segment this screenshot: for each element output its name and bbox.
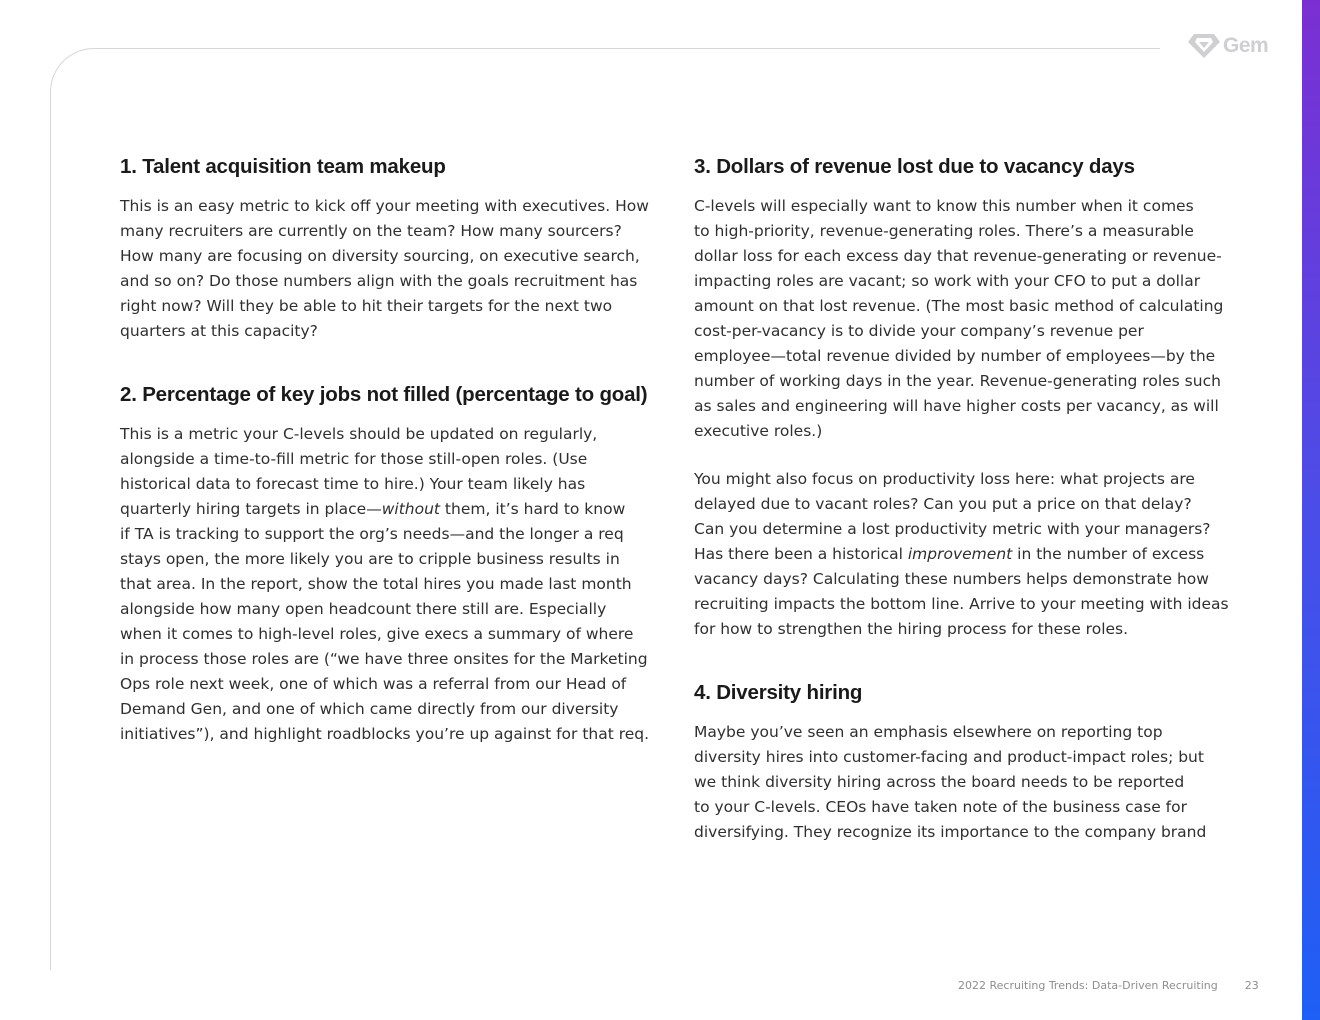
body-line: delayed due to vacant roles? Can you put a price on that delay?: [694, 495, 1192, 513]
body-line: to high-priority, revenue-generating roles. There’s a measurable: [694, 222, 1194, 240]
body-line: quarters at this capacity?: [120, 322, 318, 340]
body-line: C-levels will especially want to know this number when it comes: [694, 197, 1194, 215]
gem-logo: [1188, 33, 1268, 59]
page-number: 23: [1244, 979, 1259, 992]
body-line: How many are focusing on diversity sourcing, on executive search,: [120, 247, 640, 265]
body-line: as sales and engineering will have higher costs per vacancy, as will: [694, 397, 1219, 415]
body-line: Ops role next week, one of which was a referral from our Head of: [120, 675, 627, 693]
emphasis-text: improvement: [907, 545, 1013, 563]
body-line: executive roles.): [694, 422, 823, 440]
body-line: Demand Gen, and one of which came directly from our diversity: [120, 700, 619, 718]
body-line: if TA is tracking to support the org’s needs—and the longer a req: [120, 525, 624, 543]
section-body: [694, 720, 1234, 845]
body-line: [120, 497, 660, 522]
body-line: This is an easy metric to kick off your meeting with executives. How: [120, 197, 649, 215]
body-line: impacting roles are vacant; so work with your CFO to put a dollar: [694, 272, 1201, 290]
line-text: Has there been a historical: [694, 545, 908, 563]
body-line: and so on? Do those numbers align with the goals recruitment has: [120, 272, 638, 290]
body-line: amount on that lost revenue. (The most basic method of calculating: [694, 297, 1224, 315]
body-line: dollar loss for each excess day that revenue-generating or revenue-: [694, 247, 1222, 265]
body-line: alongside a time-to-fill metric for those still-open roles. (Use: [120, 450, 588, 468]
body-line: in process those roles are (“we have three onsites for the Marketing: [120, 650, 648, 668]
body-line: many recruiters are currently on the team? How many sourcers?: [120, 222, 622, 240]
body-line: This is a metric your C-levels should be updated on regularly,: [120, 425, 598, 443]
right-column: [694, 152, 1234, 845]
section-heading: 1. Talent acquisition team makeup: [120, 155, 446, 178]
brand-gradient-bar: [1302, 0, 1320, 1020]
section-body: [120, 422, 660, 747]
page-footer: [958, 979, 1259, 992]
body-line: we think diversity hiring across the board needs to be reported: [694, 773, 1185, 791]
section-heading: 3. Dollars of revenue lost due to vacancy days: [694, 155, 1135, 178]
body-line: Can you determine a lost productivity metric with your managers?: [694, 520, 1211, 538]
section-team-makeup: [120, 152, 660, 344]
body-line: initiatives”), and highlight roadblocks you’re up against for that req.: [120, 725, 650, 743]
emphasis-text: without: [381, 500, 440, 518]
body-line: that area. In the report, show the total hires you made last month: [120, 575, 632, 593]
section-key-jobs-not-filled: [120, 380, 660, 747]
section-diversity-hiring: [694, 678, 1234, 845]
logo-text: Gem: [1223, 34, 1269, 57]
section-heading: 2. Percentage of key jobs not filled (percentage to goal): [120, 383, 648, 406]
body-line: Maybe you’ve seen an emphasis elsewhere on reporting top: [694, 723, 1163, 741]
body-line: diversity hires into customer-facing and product-impact roles; but: [694, 748, 1204, 766]
line-text: in the number of excess: [1012, 545, 1205, 563]
body-line: historical data to forecast time to hire.) Your team likely has: [120, 475, 586, 493]
line-text: quarterly hiring targets in place—: [120, 500, 382, 518]
section-revenue-lost: [694, 152, 1234, 642]
body-line: recruiting impacts the bottom line. Arrive to your meeting with ideas: [694, 595, 1229, 613]
body-line: number of working days in the year. Revenue-generating roles such: [694, 372, 1221, 390]
body-line: diversifying. They recognize its importance to the company brand: [694, 823, 1207, 841]
section-body: [694, 194, 1234, 444]
body-line: cost-per-vacancy is to divide your company’s revenue per: [694, 322, 1144, 340]
body-line: alongside how many open headcount there still are. Especially: [120, 600, 607, 618]
section-heading: 4. Diversity hiring: [694, 681, 863, 704]
body-line: right now? Will they be able to hit their targets for the next two: [120, 297, 613, 315]
body-line: [694, 542, 1234, 567]
section-body: [120, 194, 660, 344]
body-line: when it comes to high-level roles, give execs a summary of where: [120, 625, 634, 643]
body-line: to your C-levels. CEOs have taken note of the business case for: [694, 798, 1187, 816]
body-line: vacancy days? Calculating these numbers helps demonstrate how: [694, 570, 1209, 588]
left-column: [120, 152, 660, 747]
body-line: You might also focus on productivity loss here: what projects are: [694, 470, 1195, 488]
body-line: for how to strengthen the hiring process for these roles.: [694, 620, 1129, 638]
body-line: employee—total revenue divided by number of employees—by the: [694, 347, 1216, 365]
body-line: stays open, the more likely you are to cripple business results in: [120, 550, 620, 568]
footer-title: 2022 Recruiting Trends: Data-Driven Recruiting: [958, 979, 1218, 992]
gem-diamond-icon: [1188, 33, 1220, 59]
section-body-continued: [694, 467, 1234, 642]
line-text: them, it’s hard to know: [440, 500, 626, 518]
